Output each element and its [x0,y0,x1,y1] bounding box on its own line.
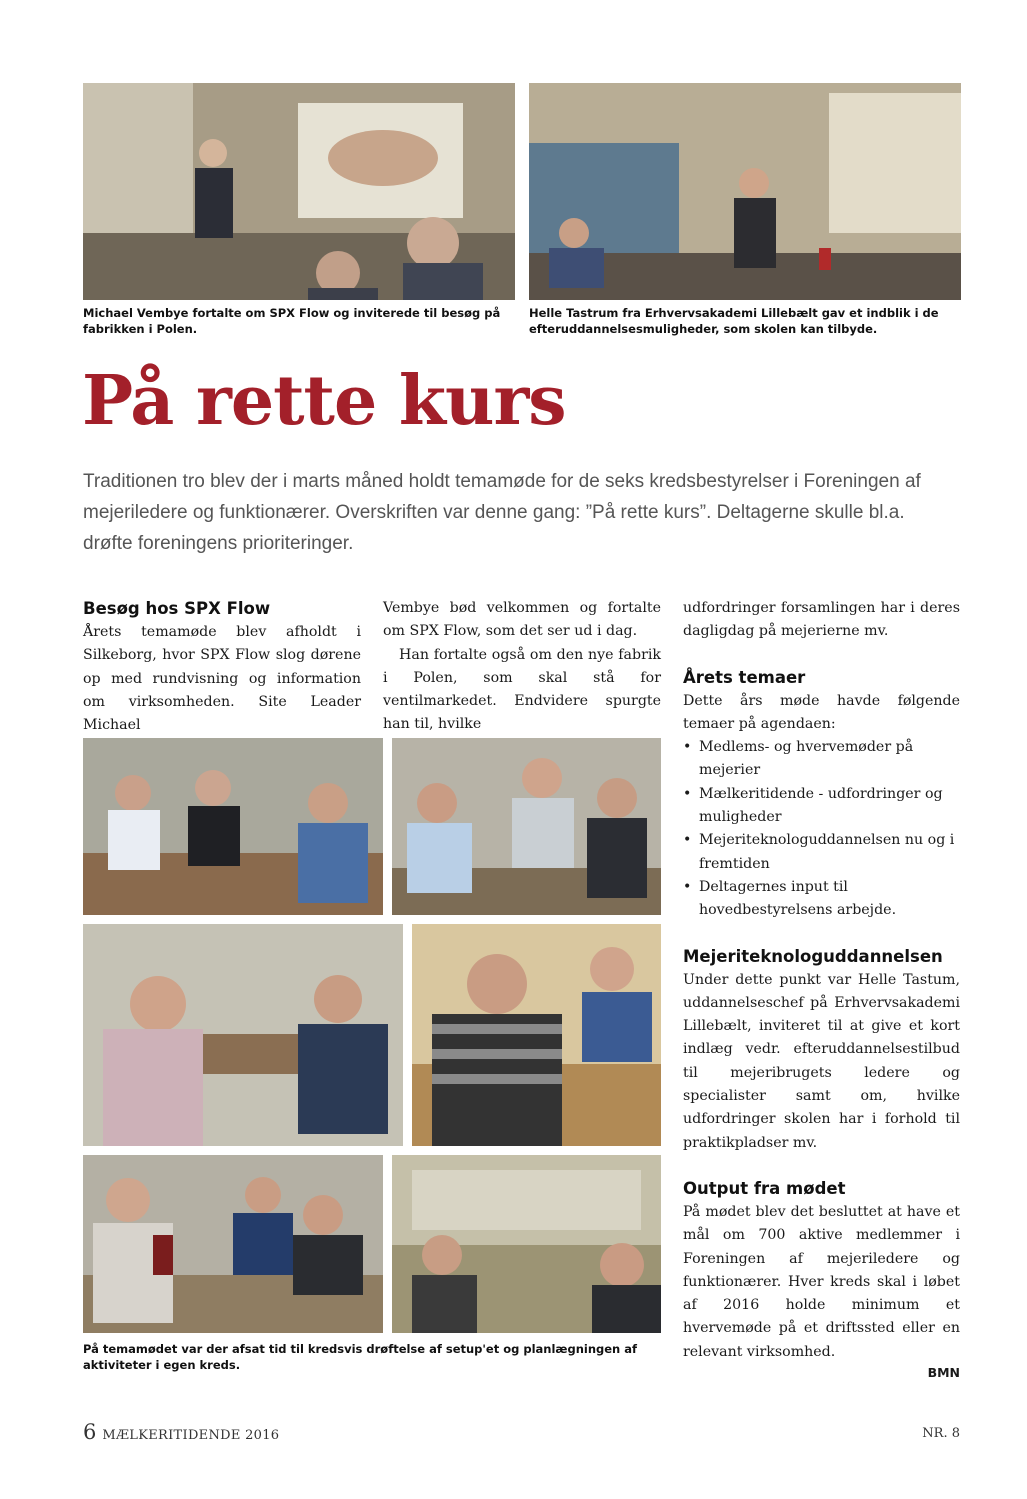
photo-group-4 [412,924,661,1146]
temaer-intro: Dette års møde havde følgende temaer på agendaen: [683,692,960,732]
column-3 [683,597,960,1382]
heading-output: Output fra mødet [683,1178,846,1198]
issue-number: NR. 8 [922,1426,960,1441]
photo-group-2 [392,738,661,915]
column-1 [83,597,361,737]
article-lead [83,466,943,559]
photo-group-1 [83,738,383,915]
list-item: • Mejeriteknologuddannelsen nu og i fremtiden [683,829,960,876]
caption-photo-grid: På temamødet var der afsat tid til kredsvis drøftelse af setup'et og planlægningen af aktiviteter i egen kreds. [83,1342,638,1372]
list-item: • Medlems- og hvervemøder på mejerier [683,736,960,783]
page-number: 6 [83,1420,97,1444]
heading-spx-flow: Besøg hos SPX Flow [83,599,271,618]
caption-top-right: Helle Tastrum fra Erhvervsakademi Lillebælt gav et indblik i de efteruddannelsesmuligheder, som skolen kan tilbyde. [529,306,939,336]
publication-name: MÆLKERITIDENDE 2016 [102,1428,280,1443]
footer-left [83,1420,279,1444]
photo-group-6 [392,1155,661,1333]
heading-aarets-temaer: Årets temaer [683,667,806,687]
photo-speaker-spx-flow [83,83,515,300]
section1-para2-part2: udfordringer forsamlingen har i deres dagligdag på mejerierne mv. [683,600,960,640]
photo-group-5 [83,1155,383,1333]
temaer-list [683,736,960,922]
list-item: • Deltagernes input til hovedbestyrelsens arbejde. [683,876,960,923]
section1-para2-part1: Han fortalte også om den nye fabrik i Polen, som skal stå for ventilmarkedet. Endvidere spurgte han til, hvilke [383,646,661,733]
section3-text: Under dette punkt var Helle Tastum, uddannelseschef på Erhvervsakademi Lillebælt, inviteret til at give et kort indlæg vedr. efteruddannelsestilbud til mejeribrugets ledere og specialister samt om, hvilke udfordringer skolen har i forhold til praktikpladser mv. [683,971,960,1151]
caption-top-left: Michael Vembye fortalte om SPX Flow og inviterede til besøg på fabrikken i Polen. [83,306,501,336]
section1-para1-part2: Vembye bød velkommen og fortalte om SPX Flow, som det ser ud i dag. [383,600,661,640]
list-item: • Mælkeritidende - udfordringer og muligheder [683,783,960,830]
lead-text: Traditionen tro blev der i marts måned holdt temamøde for de seks kredsbestyrelser i Foreningen af mejeriledere og funktionærer. Overskriften var denne gang: ”På rette kurs”. Deltagerne skulle bl.a. drøfte foreningens prioriteringer. [83,471,921,554]
signature: BMN [927,1365,960,1381]
heading-mejeriteknologuddannelsen: Mejeriteknologuddannelsen [683,946,943,966]
section4-text: På mødet blev det besluttet at have et mål om 700 aktive medlemmer i Foreningen af mejeriledere og funktionærer. Hver kreds skal i løbet af 2016 holde minimum et hvervemøde på et driftssted eller en relevant virksomhed. [683,1203,960,1360]
photo-group-3 [83,924,403,1146]
photo-speaker-erhvervsakademi [529,83,961,300]
section1-para1-part1: Årets temamøde blev afholdt i Silkeborg, hvor SPX Flow slog dørene op med rundvisning og information om virksomheden. Site Leader Michael [83,624,361,734]
column-2 [383,597,661,737]
article-title: På rette kurs [82,361,566,441]
